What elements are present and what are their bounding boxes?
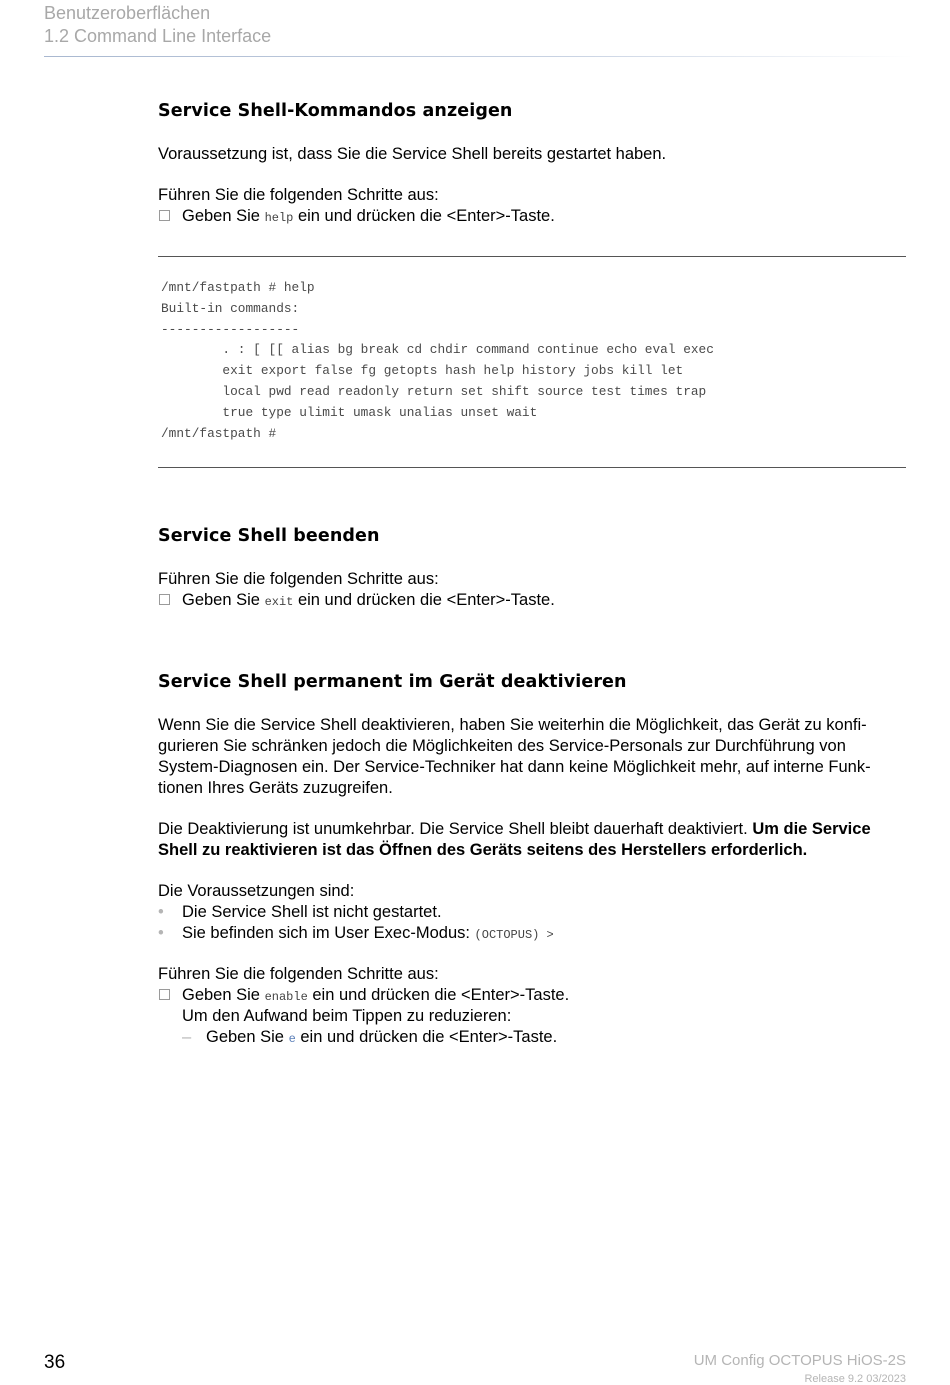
inline-command: (OCTOPUS) > <box>474 928 554 942</box>
substep-text-end: ein und drücken die <Enter>-Taste. <box>295 1028 558 1046</box>
paragraph-line: gurieren Sie schränken jedoch die Möglichkeiten des Service-Personals zur Durchführung von <box>158 737 846 755</box>
bullet-text: Die Service Shell ist nicht gestartet. <box>182 903 442 921</box>
steps-intro: Führen Sie die folgenden Schritte aus: <box>158 186 439 204</box>
checkbox-icon <box>159 989 170 1000</box>
section-title-deactivate: Service Shell permanent im Gerät deaktivieren <box>158 672 627 692</box>
bullet-icon: • <box>158 903 164 921</box>
substep-item <box>158 1027 557 1050</box>
footer-release: Release 9.2 03/2023 <box>804 1373 906 1385</box>
step-text-end: ein und drücken die <Enter>-Taste. <box>293 591 555 609</box>
checkbox-icon <box>159 210 170 221</box>
prerequisites-intro: Die Voraussetzungen sind: <box>158 882 355 900</box>
step-text-end: ein und drücken die <Enter>-Taste. <box>293 207 555 225</box>
inline-command: e <box>288 1032 296 1046</box>
warning-text: Die Deaktivierung ist unumkehrbar. Die Service Shell bleibt dauerhaft deaktiviert. <box>158 820 753 838</box>
prerequisite-text: Voraussetzung ist, dass Sie die Service Shell bereits gestartet haben. <box>158 145 667 163</box>
header-chapter: Benutzeroberflächen <box>44 3 211 23</box>
substep-text: Geben Sie <box>206 1028 289 1046</box>
bullet-text: Sie befinden sich im User Exec-Modus: <box>182 924 475 942</box>
footer-doc-title: UM Config OCTOPUS HiOS-2S <box>693 1352 906 1369</box>
paragraph-line: System-Diagnosen ein. Der Service-Techniker hat dann keine Möglichkeit mehr, auf interne Funk- <box>158 758 871 776</box>
bullet-item <box>158 923 554 946</box>
step-item <box>158 206 555 229</box>
paragraph-deactivate-intro <box>158 715 908 799</box>
header-divider <box>44 56 914 57</box>
bullet-item <box>158 902 442 923</box>
step-text: Geben Sie <box>182 591 265 609</box>
page-number: 36 <box>44 1352 66 1373</box>
code-block: /mnt/fastpath # help Built-in commands: ------------------ . : [ [[ alias bg break cd chdir command continue echo eval exec exit export false fg getopts hash help history jobs kill let local pwd read readonly return set shift source test times trap true type ulimit umask unalias unset wait /mnt/fastpath # <box>161 280 714 441</box>
inline-command: help <box>264 211 294 225</box>
step-text: Geben Sie <box>182 207 265 225</box>
step-note: Um den Aufwand beim Tippen zu reduzieren: <box>182 1007 512 1025</box>
bullet-icon: • <box>158 924 164 942</box>
step-item <box>158 985 569 1008</box>
paragraph-line: Wenn Sie die Service Shell deaktivieren, haben Sie weiterhin die Möglichkeit, das Gerät zu konfi- <box>158 716 867 734</box>
running-header <box>44 2 271 48</box>
step-item <box>158 590 555 613</box>
inline-command: enable <box>264 990 308 1004</box>
checkbox-icon <box>159 594 170 605</box>
paragraph-warning <box>158 819 908 861</box>
code-block-top-rule <box>158 256 906 257</box>
code-block-bottom-rule <box>158 467 906 468</box>
section-title-show-commands: Service Shell-Kommandos anzeigen <box>158 101 513 121</box>
section-title-exit-shell: Service Shell beenden <box>158 526 380 546</box>
inline-command: exit <box>264 595 294 609</box>
steps-intro: Führen Sie die folgenden Schritte aus: <box>158 965 439 983</box>
step-text: Geben Sie <box>182 986 265 1004</box>
paragraph-line: tionen Ihres Geräts zuzugreifen. <box>158 779 393 797</box>
dash-icon: – <box>182 1028 192 1046</box>
header-section: 1.2 Command Line Interface <box>44 26 272 46</box>
warning-bold-text: Shell zu reaktivieren ist das Öffnen des Geräts seitens des Herstellers erforderlich. <box>158 841 808 859</box>
warning-bold-text: Um die Service <box>752 820 871 838</box>
step-text-end: ein und drücken die <Enter>-Taste. <box>307 986 570 1004</box>
steps-intro: Führen Sie die folgenden Schritte aus: <box>158 570 439 588</box>
